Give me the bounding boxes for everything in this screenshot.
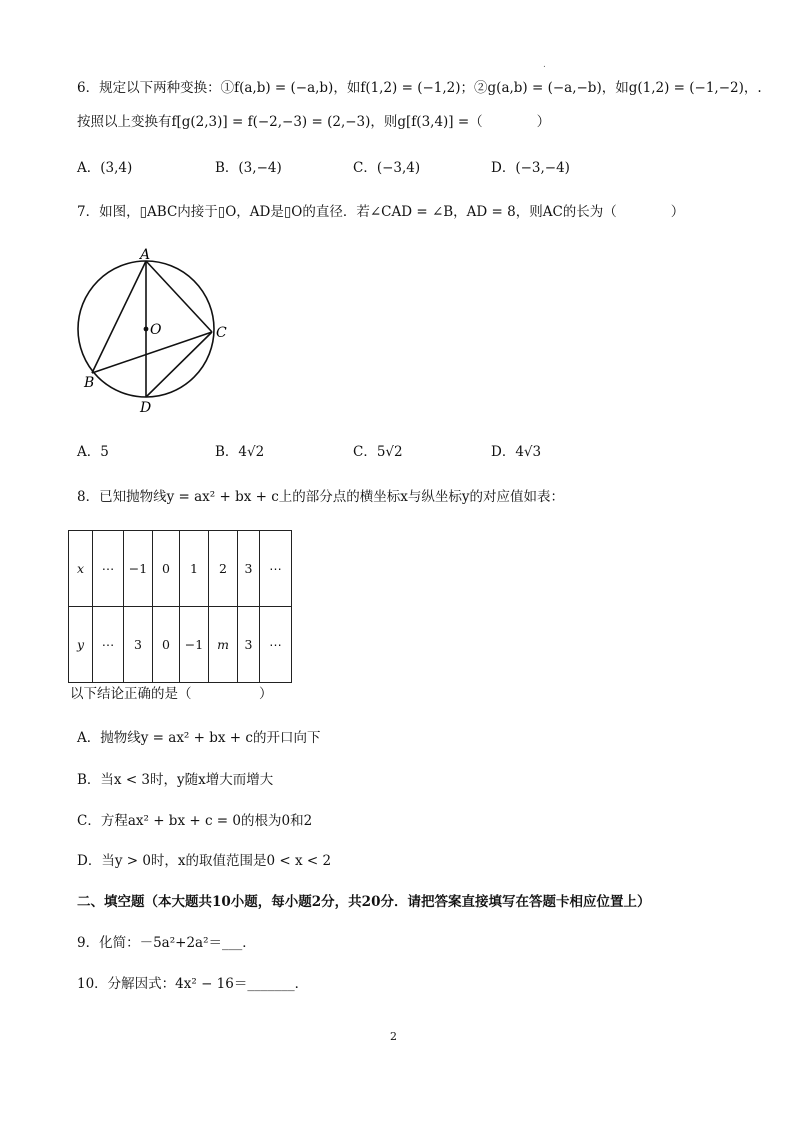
table-cell: ⋯: [260, 531, 292, 607]
table-cell: −1: [124, 531, 153, 607]
label-b: B: [84, 375, 95, 391]
table-cell: x: [69, 531, 93, 607]
segment-bc: [92, 332, 212, 373]
q8-option-d: D．当y > 0时，x的取值范围是0 < x < 2: [77, 853, 332, 869]
table-row-x: [69, 531, 292, 607]
center-point: [144, 327, 149, 332]
table-cell: 0: [153, 607, 180, 683]
table-cell: ⋯: [93, 531, 124, 607]
table-cell: 1: [180, 531, 209, 607]
table-cell: 0: [153, 531, 180, 607]
q9-text: 9．化简：－5a²+2a²＝___．: [77, 935, 256, 951]
table-row-y: [69, 607, 292, 683]
q8-option-b: B．当x < 3时，y随x增大而增大: [77, 772, 274, 788]
q7-option-d: D．4√3: [491, 444, 542, 460]
segment-cd: [146, 332, 212, 397]
table-cell: −1: [180, 607, 209, 683]
q8-prompt: 以下结论正确的是（ ）: [70, 686, 273, 702]
q6-line1: 6．规定以下两种变换：①f(a,b) = (−a,b)，如f(1,2) = (−1,2)；②g(a,b) = (−a,−b)，如g(1,2) = (−1,−2)，.: [77, 80, 762, 96]
section-heading: 二、填空题（本大题共10小题，每小题2分，共20分．请把答案直接填写在答题卡相应位置上）: [77, 894, 651, 910]
table-cell: 3: [238, 531, 260, 607]
q6-option-a: A．(3,4): [77, 160, 133, 176]
value-table: [68, 530, 292, 683]
q6-line2: 按照以上变换有f[g(2,3)] = f(−2,−3) = (2,−3)，则g[f(3,4)] =（ ）: [77, 114, 551, 130]
circle-diagram: [70, 245, 240, 420]
q10-text: 10．分解因式：4x² − 16＝_______．: [77, 976, 309, 992]
table-cell: 2: [209, 531, 238, 607]
label-c: C: [216, 325, 227, 341]
label-a: A: [140, 247, 151, 263]
q7-option-a: A．5: [77, 444, 109, 460]
q6-option-c: C．(−3,4): [353, 160, 421, 176]
q6-option-b: B．(3,−4): [215, 160, 282, 176]
table-cell: y: [69, 607, 93, 683]
table-cell: 3: [124, 607, 153, 683]
label-d: D: [140, 400, 152, 416]
q8-option-c: C．方程ax² + bx + c = 0的根为0和2: [77, 813, 313, 829]
corner-mark: .: [543, 60, 546, 70]
table-cell: 3: [238, 607, 260, 683]
q7-option-b: B．4√2: [215, 444, 265, 460]
q8-option-a: A．抛物线y = ax² + bx + c的开口向下: [77, 730, 321, 746]
table-cell: ⋯: [93, 607, 124, 683]
q7-option-c: C．5√2: [353, 444, 403, 460]
page-number: 2: [390, 1030, 397, 1043]
q7-stem: 7．如图，▯ABC内接于▯O，AD是▯O的直径．若∠CAD = ∠B，AD = 8，则AC的长为（ ）: [77, 204, 685, 220]
table-cell: ⋯: [260, 607, 292, 683]
label-o: O: [150, 322, 162, 338]
q8-stem: 8．已知抛物线y = ax² + bx + c上的部分点的横坐标x与纵坐标y的对应值如表：: [77, 489, 565, 505]
table-cell: m: [209, 607, 238, 683]
q6-option-d: D．(−3,−4): [491, 160, 570, 176]
